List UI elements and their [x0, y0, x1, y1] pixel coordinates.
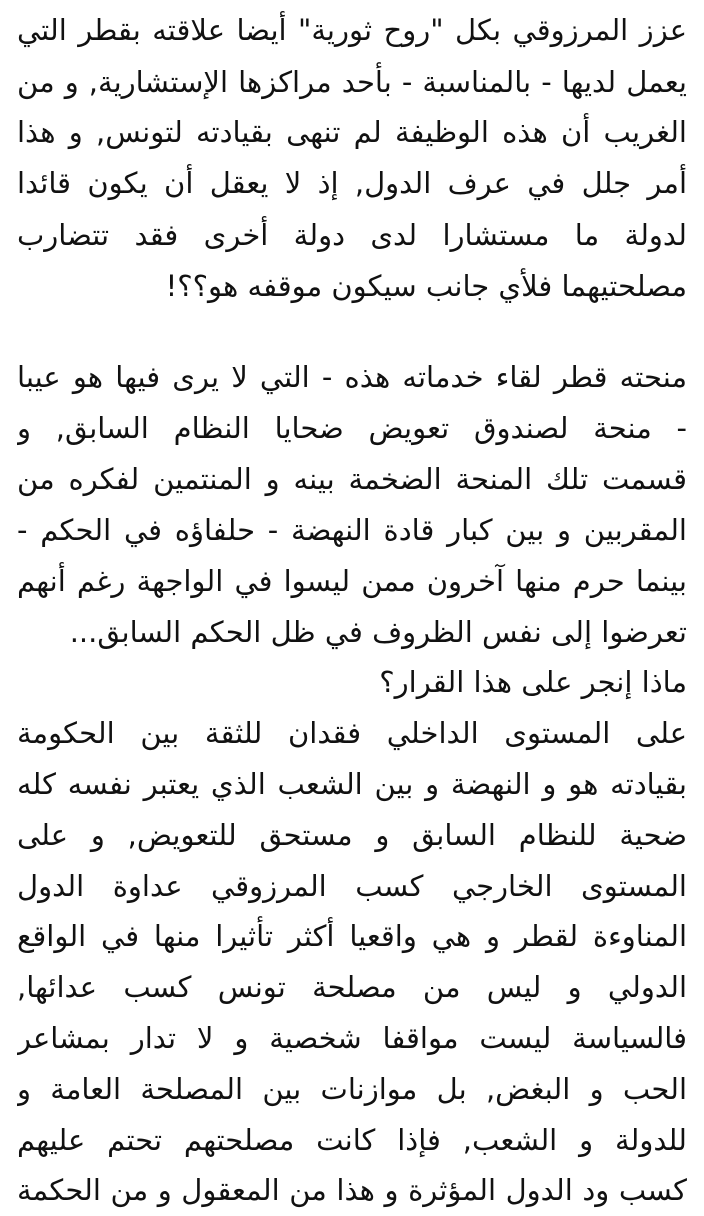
text-line: الغريب أن هذه الوظيفة لم تنهى بقيادته لتونس, و هذا [17, 115, 687, 149]
text-line: أمر جلل في عرف الدول, إذ لا يعقل أن يكون قائدا [17, 166, 687, 200]
text-line: عزز المرزوقي بكل "روح ثورية" أيضا علاقته بقطر التي [17, 13, 687, 47]
text-line: لدولة ما مستشارا لدى دولة أخرى فقد تتضارب [17, 218, 687, 252]
text-line: بقيادته هو و النهضة و بين الشعب الذي يعتبر نفسه كله [17, 767, 687, 801]
text-line: منحته قطر لقاء خدماته هذه - التي لا يرى فيها هو عيبا [17, 360, 687, 394]
text-line: على المستوى الداخلي فقدان للثقة بين الحكومة [17, 716, 687, 750]
text-line: يعمل لديها - بالمناسبة - بأحد مراكزها الإستشارية, و من [17, 65, 687, 99]
text-line: ماذا إنجر على هذا القرار؟ [379, 665, 687, 699]
text-line: الحب و البغض, بل موازنات بين المصلحة العامة و [17, 1072, 687, 1106]
text-line: ضحية للنظام السابق و مستحق للتعويض, و على [17, 818, 687, 852]
text-line: المناوءة لقطر و هي واقعيا أكثر تأثيرا منها في الواقع [17, 919, 687, 953]
text-line: المقربين و بين كبار قادة النهضة - حلفاؤه في الحكم - [17, 513, 687, 547]
text-line: كسب ود الدول المؤثرة و هذا من المعقول و من الحكمة [17, 1173, 687, 1207]
text-line: فالسياسة ليست مواقفا شخصية و لا تدار بمشاعر [17, 1021, 687, 1055]
text-line: تعرضوا إلى نفس الظروف في ظل الحكم السابق... [69, 615, 687, 649]
text-line: مصلحتيهما فلأي جانب سيكون موقفه هو؟؟! [165, 269, 687, 303]
text-line: المستوى الخارجي كسب المرزوقي عداوة الدول [17, 869, 687, 903]
text-line: بينما حرم منها آخرون ممن ليسوا في الواجهة رغم أنهم [17, 564, 687, 598]
text-line: - منحة لصندوق تعويض ضحايا النظام السابق, و [17, 411, 687, 445]
text-line: للدولة و الشعب, فإذا كانت مصلحتهم تحتم عليهم [17, 1123, 687, 1157]
text-line: قسمت تلك المنحة الضخمة بينه و المنتمين لفكره من [17, 462, 687, 496]
text-line: الدولي و ليس من مصلحة تونس كسب عدائها, [17, 970, 687, 1004]
